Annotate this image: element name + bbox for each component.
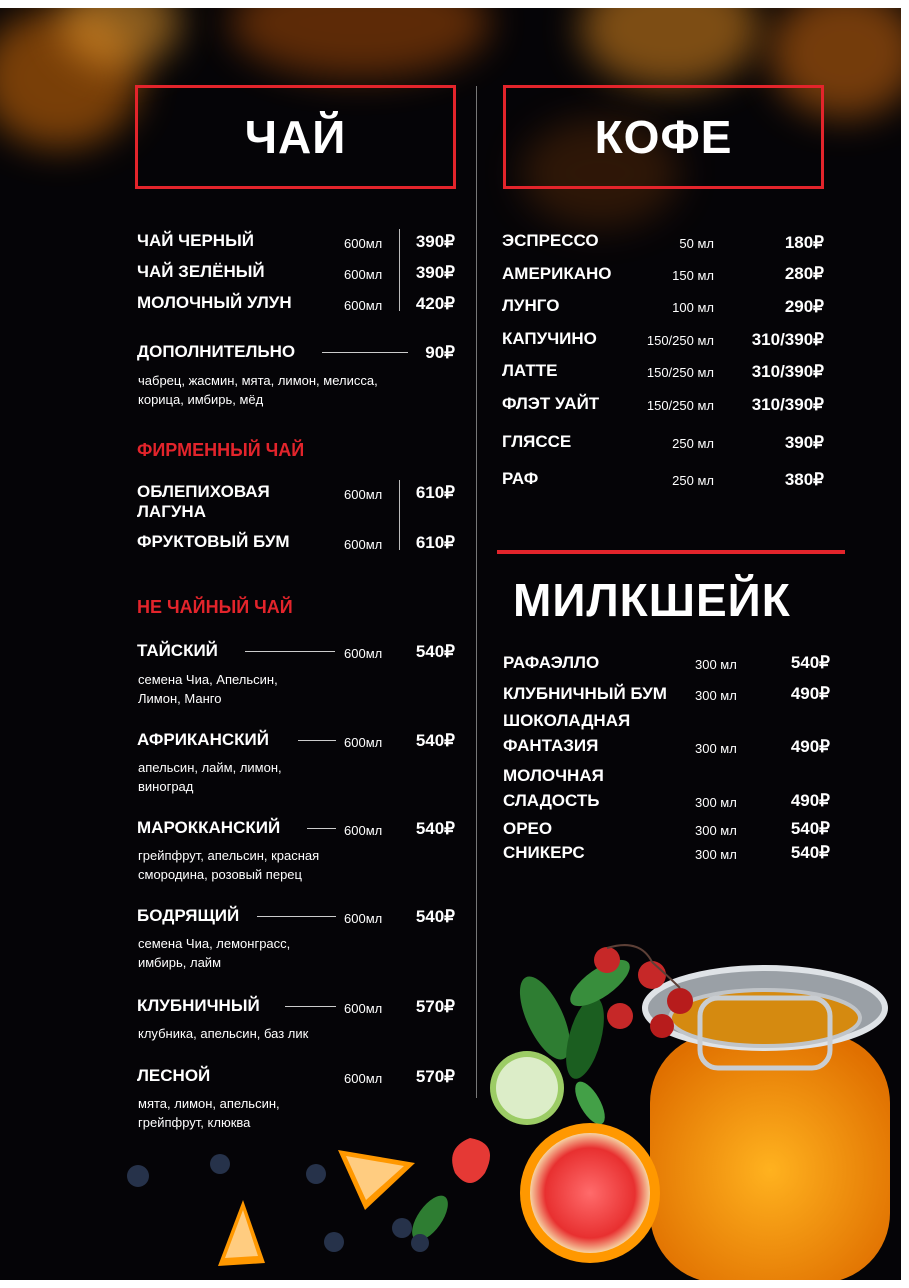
milkshake-item-name: СЛАДОСТЬ xyxy=(503,791,600,810)
tea-title-box xyxy=(135,85,456,189)
leader-line xyxy=(245,651,335,652)
non-tea-item-name: БОДРЯЩИЙ xyxy=(137,906,240,925)
coffee-item-name: ФЛЭТ УАЙТ xyxy=(502,394,600,413)
coffee-item-volume: 150/250 мл xyxy=(646,365,714,380)
milkshake-item-price: 540₽ xyxy=(790,843,830,862)
non-tea-item-name: АФРИКАНСКИЙ xyxy=(137,730,269,749)
non-tea-item-name: КЛУБНИЧНЫЙ xyxy=(137,996,260,1015)
non-tea-item-name: ТАЙСКИЙ xyxy=(137,641,218,660)
non-tea-item-desc: апельсин, лайм, лимон, xyxy=(138,760,282,775)
fruit-and-tea-jug-illustration xyxy=(0,938,901,1280)
coffee-item-price: 390₽ xyxy=(784,433,824,452)
coffee-item-price: 310/390₽ xyxy=(751,362,824,381)
non-tea-item-desc: грейпфрут, клюква xyxy=(138,1115,251,1130)
milkshake-item-volume: 300 мл xyxy=(695,688,737,703)
coffee-item-volume: 50 мл xyxy=(679,236,714,251)
extras-title: ДОПОЛНИТЕЛЬНО xyxy=(137,342,296,361)
milkshake-item-volume: 300 мл xyxy=(695,823,737,838)
section-divider xyxy=(497,550,845,554)
tea-jug-icon xyxy=(645,968,890,1280)
leader-line xyxy=(257,916,336,917)
leader-line xyxy=(298,740,336,741)
signature-item-name: ФРУКТОВЫЙ БУМ xyxy=(137,532,290,551)
tea-item-name: ЧАЙ ЧЕРНЫЙ xyxy=(137,231,254,250)
non-tea-item-price: 540₽ xyxy=(415,731,455,750)
milkshake-item-name: ФАНТАЗИЯ xyxy=(503,736,599,755)
non-tea-item-desc: грейпфрут, апельсин, красная xyxy=(138,848,320,863)
milkshake-item-name: СНИКЕРС xyxy=(503,843,585,862)
milkshake-item-name: КЛУБНИЧНЫЙ БУМ xyxy=(503,684,667,703)
coffee-item-price: 290₽ xyxy=(784,297,824,316)
milkshake-item-price: 490₽ xyxy=(790,737,830,756)
non-tea-item-price: 540₽ xyxy=(415,907,455,926)
extras-desc-line: корица, имбирь, мёд xyxy=(138,392,264,407)
coffee-item-name: КАПУЧИНО xyxy=(502,329,597,348)
non-tea-item-volume: 600мл xyxy=(344,646,383,661)
milkshake-item-volume: 300 мл xyxy=(695,657,737,672)
non-tea-item-name: МАРОККАНСКИЙ xyxy=(137,818,281,837)
coffee-item-volume: 150 мл xyxy=(672,268,714,283)
non-tea-item-desc: мята, лимон, апельсин, xyxy=(138,1096,280,1111)
tea-title: ЧАЙ xyxy=(244,111,347,163)
extras-desc-line: чабрец, жасмин, мята, лимон, мелисса, xyxy=(138,373,378,388)
milkshake-item-price: 490₽ xyxy=(790,684,830,703)
non-tea-item-volume: 600мл xyxy=(344,1071,383,1086)
tea-item-name: МОЛОЧНЫЙ УЛУН xyxy=(137,293,292,312)
non-tea-item-price: 570₽ xyxy=(415,1067,455,1086)
milkshake-item-name: РАФАЭЛЛО xyxy=(503,653,600,672)
coffee-item-volume: 250 мл xyxy=(672,436,714,451)
non-tea-item-volume: 600мл xyxy=(344,823,383,838)
non-tea-item-volume: 600мл xyxy=(344,1001,383,1016)
coffee-item-price: 310/390₽ xyxy=(751,330,824,349)
signature-item-volume: 600мл xyxy=(344,537,383,552)
coffee-item-volume: 150/250 мл xyxy=(646,398,714,413)
milkshake-title: МИЛКШЕЙК xyxy=(513,574,791,626)
signature-item-price: 610₽ xyxy=(415,533,455,552)
milkshake-item-volume: 300 мл xyxy=(695,741,737,756)
coffee-item-name: ЛАТТЕ xyxy=(502,361,558,380)
non-tea-item-desc: смородина, розовый перец xyxy=(138,867,302,882)
milkshake-item-price: 540₽ xyxy=(790,653,830,672)
coffee-item-price: 380₽ xyxy=(784,470,824,489)
non-tea-item-volume: 600мл xyxy=(344,735,383,750)
extras-price: 90₽ xyxy=(425,343,455,362)
tea-item-name: ЧАЙ ЗЕЛЁНЫЙ xyxy=(137,262,265,281)
price-separator xyxy=(399,480,400,550)
milkshake-item-name: ОРЕО xyxy=(503,819,553,838)
lime-icon xyxy=(490,1051,564,1125)
signature-item-volume: 600мл xyxy=(344,487,383,502)
coffee-item-price: 180₽ xyxy=(784,233,824,252)
leader-line xyxy=(307,828,336,829)
non-tea-item-desc: семена Чиа, лемонграсс, xyxy=(138,936,291,951)
non-tea-item-desc: семена Чиа, Апельсин, xyxy=(138,672,278,687)
tea-item-price: 420₽ xyxy=(415,294,455,313)
non-tea-item-desc: виноград xyxy=(138,779,194,794)
signature-item-name: ЛАГУНА xyxy=(137,502,206,521)
coffee-item-price: 310/390₽ xyxy=(751,395,824,414)
coffee-item-volume: 150/250 мл xyxy=(646,333,714,348)
tea-item-price: 390₽ xyxy=(415,263,455,282)
non-tea-item-desc: Лимон, Манго xyxy=(138,691,222,706)
strawberry-icon xyxy=(452,1138,490,1183)
signature-item-name: ОБЛЕПИХОВАЯ xyxy=(137,482,270,501)
signature-item-price: 610₽ xyxy=(415,483,455,502)
menu-page xyxy=(0,8,901,1280)
milkshake-item-name: МОЛОЧНАЯ xyxy=(503,766,604,785)
coffee-item-volume: 250 мл xyxy=(672,473,714,488)
coffee-title: КОФЕ xyxy=(594,111,733,163)
tea-item-price: 390₽ xyxy=(415,232,455,251)
non-tea-item-desc: имбирь, лайм xyxy=(138,955,222,970)
coffee-item-price: 280₽ xyxy=(784,264,824,283)
non-tea-item-name: ЛЕСНОЙ xyxy=(137,1066,211,1085)
non-tea-item-price: 540₽ xyxy=(415,642,455,661)
tea-item-volume: 600мл xyxy=(344,236,383,251)
non-tea-item-price: 540₽ xyxy=(415,819,455,838)
coffee-item-name: РАФ xyxy=(502,469,539,488)
milkshake-item-price: 490₽ xyxy=(790,791,830,810)
coffee-item-name: ЭСПРЕССО xyxy=(502,231,599,250)
milkshake-item-volume: 300 мл xyxy=(695,847,737,862)
milkshake-item-price: 540₽ xyxy=(790,819,830,838)
price-separator xyxy=(399,229,400,311)
tea-item-volume: 600мл xyxy=(344,267,383,282)
grapefruit-icon xyxy=(520,1123,660,1263)
non-tea-item-desc: клубника, апельсин, баз лик xyxy=(138,1026,309,1041)
non-tea-item-volume: 600мл xyxy=(344,911,383,926)
coffee-item-name: ГЛЯССЕ xyxy=(502,432,572,451)
milkshake-item-name: ШОКОЛАДНАЯ xyxy=(503,711,631,730)
coffee-item-name: АМЕРИКАНО xyxy=(502,264,612,283)
coffee-item-volume: 100 мл xyxy=(672,300,714,315)
tea-item-volume: 600мл xyxy=(344,298,383,313)
non-tea-item-price: 570₽ xyxy=(415,997,455,1016)
coffee-item-name: ЛУНГО xyxy=(502,296,560,315)
non-tea-title: НЕ ЧАЙНЫЙ ЧАЙ xyxy=(137,597,293,617)
milkshake-item-volume: 300 мл xyxy=(695,795,737,810)
signature-tea-title: ФИРМЕННЫЙ ЧАЙ xyxy=(137,440,305,460)
coffee-title-box xyxy=(503,85,824,189)
